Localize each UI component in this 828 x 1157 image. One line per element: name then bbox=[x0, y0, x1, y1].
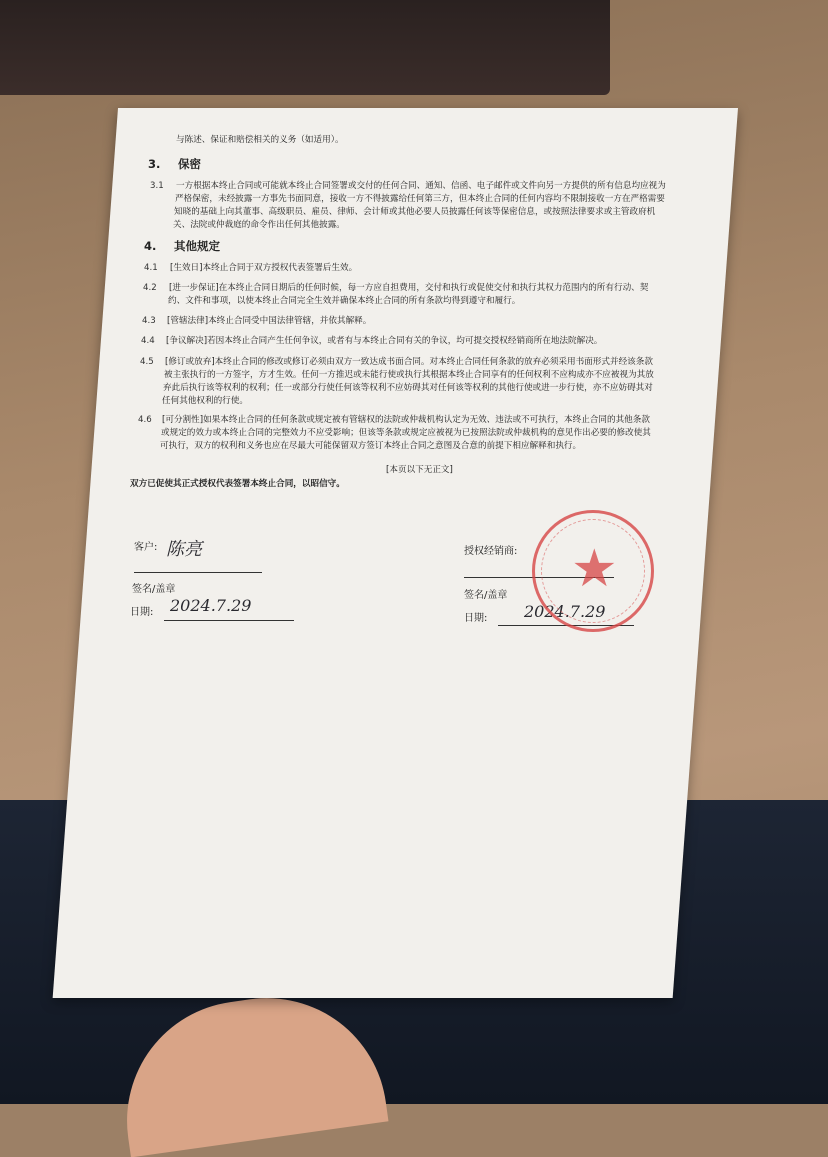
customer-date-line bbox=[164, 620, 294, 621]
clause-4-1-line-1: [生效日]本终止合同于双方授权代表签署后生效。 bbox=[170, 263, 358, 273]
clause-3-1-line-1: 一方根据本终止合同或可能就本终止合同签署或交付的任何合同、通知、信函、电子邮件或文件向另一方提供的所有信息均应视为 bbox=[176, 181, 666, 191]
customer-date: 2024.7.29 bbox=[170, 596, 252, 615]
dealer-date-label: 日期: bbox=[464, 613, 488, 624]
clause-4-6-line-2: 或规定的效力或本终止合同的完整效力不应受影响；但该等条款或规定应被视为已按照法院或仲裁机构的意见作出必要的修改使其 bbox=[161, 428, 651, 438]
clause-3-1-line-3: 知晓的基础上向其董事、高级职员、雇员、律师、会计师或其他必要人员披露任何该等保密信息，或按照法律要求或主管政府机 bbox=[174, 207, 656, 217]
witness-clause: 双方已促使其正式授权代表签署本终止合同，以昭信守。 bbox=[130, 479, 345, 489]
star-icon: ★ bbox=[571, 539, 618, 599]
clause-4-4-line-1: [争议解决]若因本终止合同产生任何争议，或者有与本终止合同有关的争议，均可提交授权经销商所在地法院解决。 bbox=[166, 336, 603, 346]
section-4-number: 4. bbox=[144, 239, 157, 253]
clause-4-5-line-1: [修订或放弃]本终止合同的修改或修订必须由双方一致达成书面合同。对本终止合同任何条款的放弃必须采用书面形式并经该条款 bbox=[165, 357, 653, 367]
clause-4-5-number: 4.5 bbox=[140, 357, 154, 367]
customer-date-label: 日期: bbox=[130, 607, 154, 618]
clause-3-1-line-4: 关、法院或仲裁庭的命令作出任何其他披露。 bbox=[173, 220, 345, 230]
clause-4-2-line-2: 约、文件和事项，以使本终止合同完全生效并确保本终止合同的所有条款均得到遵守和履行。 bbox=[168, 296, 521, 306]
clause-3-1-number: 3.1 bbox=[150, 181, 164, 191]
clause-4-6-line-1: [可分割性]如果本终止合同的任何条款或规定被有管辖权的法院或仲裁机构认定为无效、违法或不可执行，本终止合同的其他条款 bbox=[162, 415, 650, 425]
clause-4-6-number: 4.6 bbox=[138, 415, 152, 425]
page-end-note: [本页以下无正文] bbox=[386, 465, 453, 475]
clause-4-5-line-4: 任何其他权利的行使。 bbox=[162, 396, 248, 406]
clause-4-1-number: 4.1 bbox=[144, 263, 158, 273]
clause-4-2-line-1: [进一步保证]在本终止合同日期后的任何时候，每一方应自担费用，交付和执行或促使交付和执行其权力范围内的所有行动、契 bbox=[169, 283, 649, 293]
customer-label: 客户: bbox=[134, 542, 158, 553]
clause-4-6-line-3: 可执行，双方的权利和义务也应在尽最大可能保留双方签订本终止合同之意图及合意的前提下相应解释和执行。 bbox=[160, 441, 582, 451]
clause-4-4-number: 4.4 bbox=[141, 336, 155, 346]
dealer-label: 授权经销商: bbox=[464, 546, 518, 557]
section-3-number: 3. bbox=[148, 157, 161, 171]
top-line: 与陈述、保证和赔偿相关的义务（如适用）。 bbox=[176, 135, 344, 145]
clause-4-3-number: 4.3 bbox=[142, 316, 156, 326]
company-seal bbox=[532, 510, 654, 632]
section-4-title: 其他规定 bbox=[174, 239, 220, 253]
dealer-date: 2024.7.29 bbox=[524, 602, 606, 621]
clause-4-5-line-2: 被主张执行的一方签字，方才生效。任何一方推迟或未能行使或执行其根据本终止合同享有的任何权利不应构成亦不应被视为其放 bbox=[164, 370, 654, 380]
section-3-title: 保密 bbox=[178, 157, 201, 171]
clause-4-2-number: 4.2 bbox=[143, 283, 157, 293]
customer-signature: 陈亮 bbox=[166, 539, 202, 560]
clause-4-5-line-3: 弃此后执行该等权利的权利；任一或部分行使任何该等权利不应妨碍其对任何该等权利的其他行使或进一步行使，亦不应妨碍其对 bbox=[163, 383, 653, 393]
customer-sign-line bbox=[134, 572, 262, 573]
clause-3-1-line-2: 严格保密，未经披露一方事先书面同意，接收一方不得披露给任何第三方，但本终止合同的任何内容均不限制接收一方在严格需要 bbox=[175, 194, 665, 204]
dealer-sign-label: 签名/盖章 bbox=[464, 590, 508, 601]
clause-4-3-line-1: [管辖法律]本终止合同受中国法律管辖，并依其解释。 bbox=[167, 316, 372, 326]
leather-folder bbox=[0, 0, 610, 95]
customer-sign-label: 签名/盖章 bbox=[132, 584, 176, 595]
